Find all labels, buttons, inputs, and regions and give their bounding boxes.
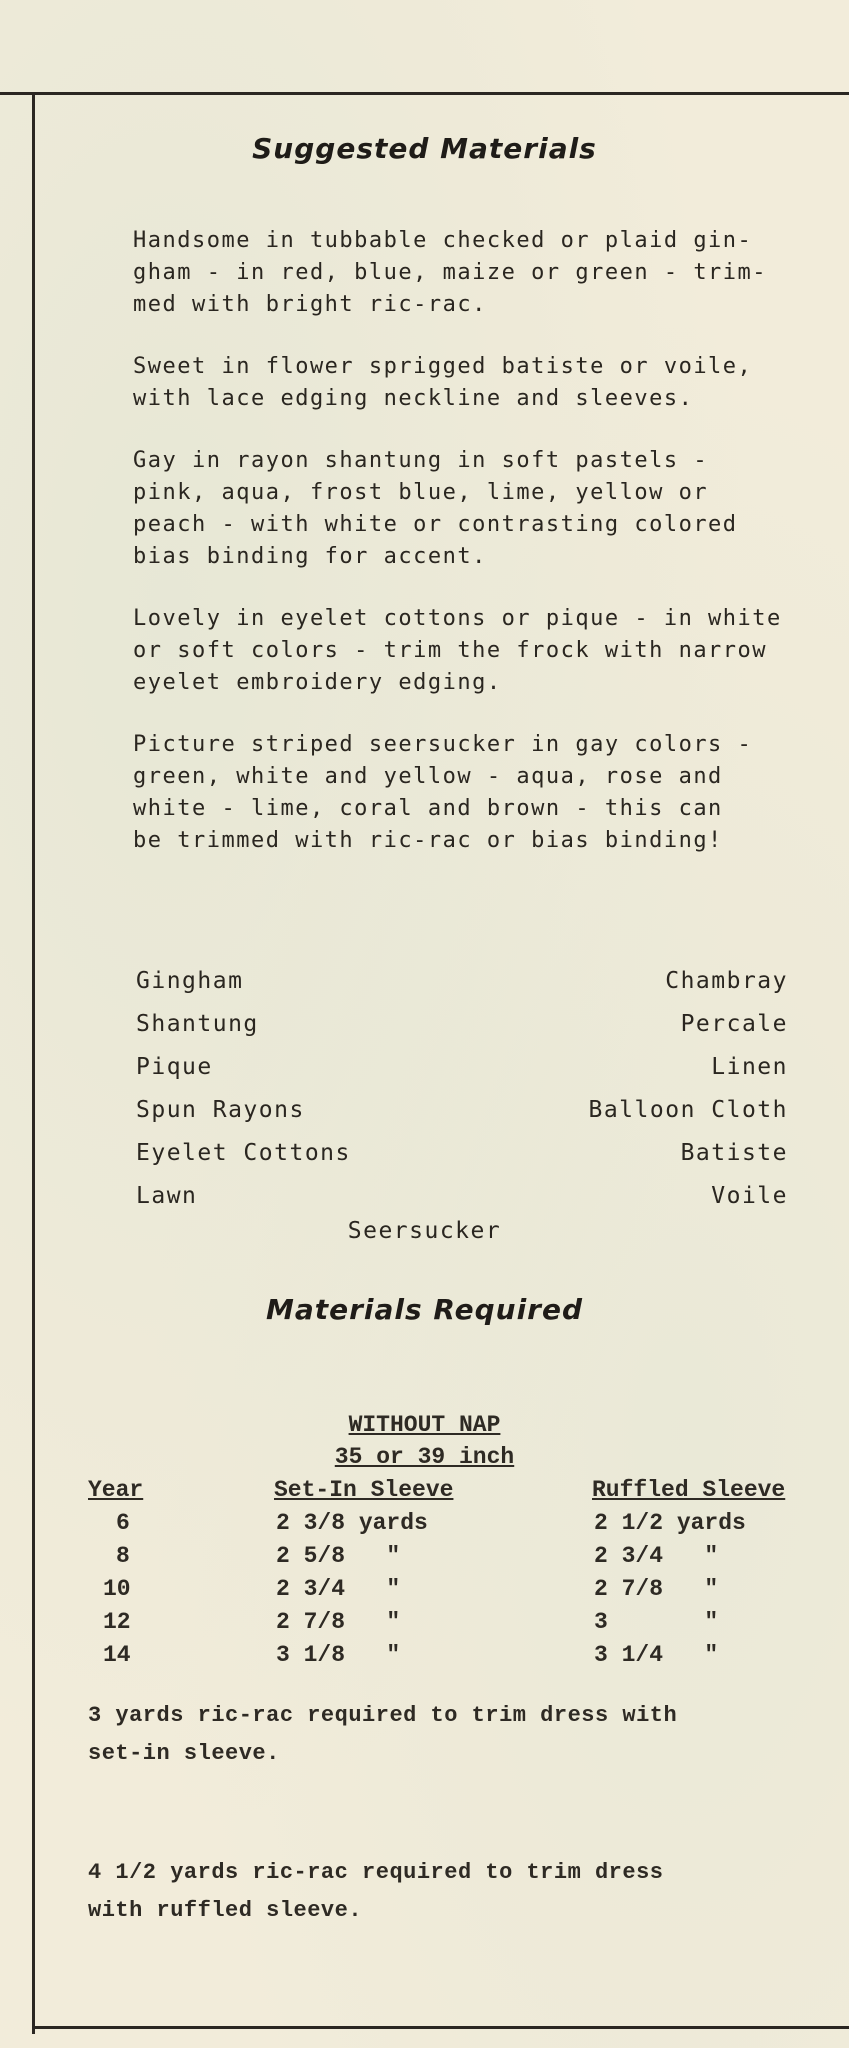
fabric-width-label: 35 or 39 inch [334, 1444, 515, 1470]
year-column-header: Year [88, 1477, 144, 1503]
year-cell: 8 [116, 1543, 130, 1569]
suggested-materials-heading: Suggested Materials [252, 132, 597, 165]
nap-label: WITHOUT NAP [348, 1412, 501, 1438]
paragraph-shantung: Gay in rayon shantung in soft pastels - pink, aqua, frost blue, lime, yellow or peach - with white or contrasting colored bias binding for accent. [133, 448, 738, 569]
year-cell: 10 [103, 1576, 131, 1602]
ruffled-yardage-cell: 3 1/4 " [594, 1642, 719, 1668]
ric-rac-note-set-in: 3 yards ric-rac required to trim dress with set-in sleeve. [88, 1703, 678, 1766]
fabric-item: Chambray [665, 968, 788, 994]
paragraph-batiste: Sweet in flower sprigged batiste or voile, with lace edging neckline and sleeves. [133, 354, 753, 411]
materials-required-heading: Materials Required [265, 1293, 584, 1326]
paragraph-seersucker: Picture striped seersucker in gay colors - green, white and yellow - aqua, rose and white - lime, coral and brown - this can be trimmed with ric-rac or bias binding! [133, 732, 753, 853]
fabric-item: Spun Rayons [136, 1097, 305, 1123]
set-in-sleeve-column-header: Set-In Sleeve [274, 1477, 454, 1503]
year-cell: 12 [103, 1609, 131, 1635]
fabric-item: Eyelet Cottons [136, 1140, 351, 1166]
fabric-list-right [588, 960, 788, 1218]
fabric-item: Batiste [680, 1140, 788, 1166]
suggestion-paragraphs [133, 225, 803, 887]
set-in-yardage-cell: 2 7/8 " [276, 1609, 401, 1635]
fabric-item: Balloon Cloth [588, 1097, 788, 1123]
fabric-item: Linen [711, 1054, 788, 1080]
set-in-yardage-cell: 2 3/8 yards [276, 1510, 428, 1536]
year-cell: 14 [103, 1642, 131, 1668]
fabric-item: Percale [680, 1011, 788, 1037]
set-in-yardage-cell: 2 3/4 " [276, 1576, 401, 1602]
ruffled-yardage-cell: 3 " [594, 1609, 719, 1635]
ruffled-yardage-cell: 2 7/8 " [594, 1576, 719, 1602]
ruffled-yardage-cell: 2 1/2 yards [594, 1510, 746, 1536]
ruffled-sleeve-column-header: Ruffled Sleeve [592, 1477, 786, 1503]
fabric-item-center: Seersucker [347, 1218, 502, 1244]
ric-rac-note-ruffled: 4 1/2 yards ric-rac required to trim dress with ruffled sleeve. [88, 1860, 664, 1923]
fabric-item: Voile [711, 1183, 788, 1209]
bottom-border [32, 2026, 849, 2029]
fabric-item: Gingham [136, 968, 244, 994]
paragraph-eyelet: Lovely in eyelet cottons or pique - in white or soft colors - trim the frock with narrow eyelet embroidery edging. [133, 606, 782, 695]
set-in-yardage-cell: 3 1/8 " [276, 1642, 401, 1668]
year-cell: 6 [116, 1510, 130, 1536]
paragraph-gingham: Handsome in tubbable checked or plaid gin- gham - in red, blue, maize or green - trim- med with bright ric-rac. [133, 228, 768, 317]
fabric-list-left [136, 960, 351, 1218]
fabric-item: Shantung [136, 1011, 259, 1037]
set-in-yardage-cell: 2 5/8 " [276, 1543, 401, 1569]
left-border [32, 94, 35, 2034]
fabric-item: Lawn [136, 1183, 198, 1209]
top-border [0, 92, 849, 95]
ruffled-yardage-cell: 2 3/4 " [594, 1543, 719, 1569]
fabric-item: Pique [136, 1054, 213, 1080]
